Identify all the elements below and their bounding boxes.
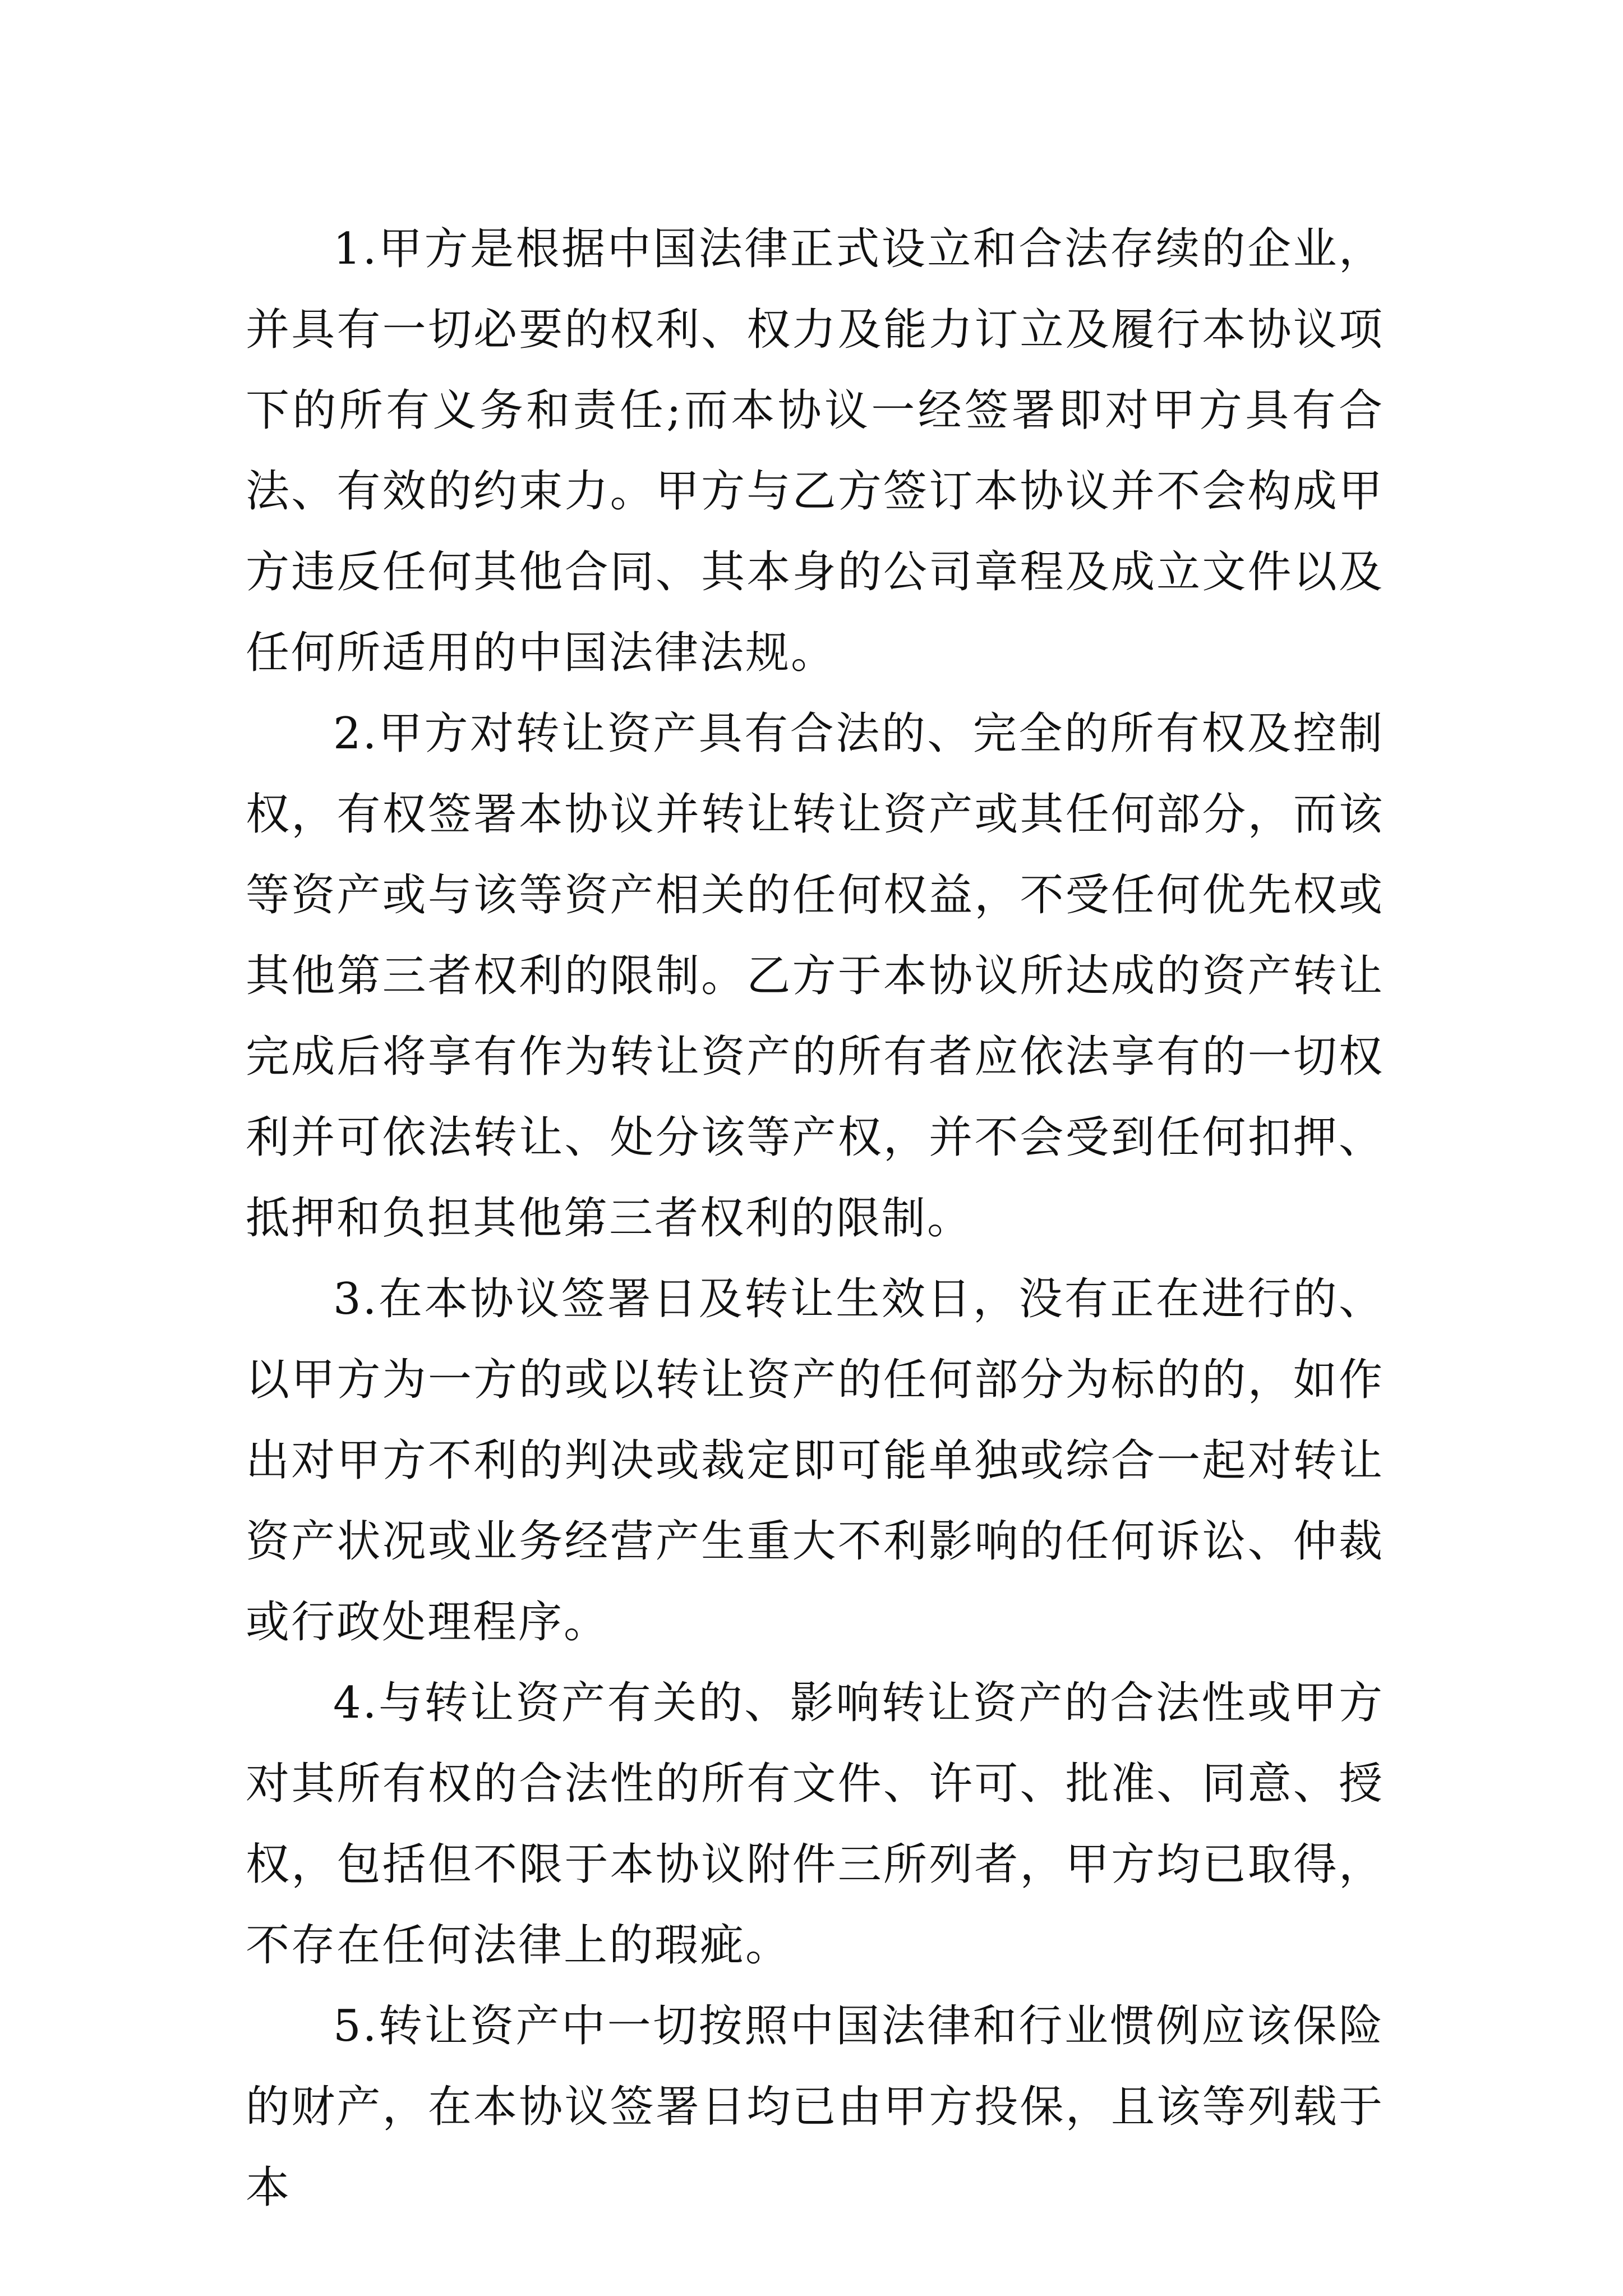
paragraph-5: 5.转让资产中一切按照中国法律和行业惯例应该保险的财产，在本协议签署日均已由甲方投保，且该等列载于本 — [246, 2001, 1384, 2213]
paragraph-1: 1.甲方是根据中国法律正式设立和合法存续的企业，并具有一切必要的权利、权力及能力订立及履行本协议项下的所有义务和责任;而本协议一经签署即对甲方具有合法、有效的约束力。甲方与乙方签订本协议并不会构成甲方违反任何其他合同、其本身的公司章程及成立文件以及任何所适用的中国法律法规。 — [246, 224, 1384, 678]
paragraph-4: 4.与转让资产有关的、影响转让资产的合法性或甲方对其所有权的合法性的所有文件、许可、批准、同意、授权，包括但不限于本协议附件三所列者，甲方均已取得，不存在任何法律上的瑕疵。 — [246, 1678, 1384, 1971]
paragraph-2: 2.甲方对转让资产具有合法的、完全的所有权及控制权，有权签署本协议并转让转让资产或其任何部分，而该等资产或与该等资产相关的任何权益，不受任何优先权或其他第三者权利的限制。乙方于本协议所达成的资产转让完成后将享有作为转让资产的所有者应依法享有的一切权利并可依法转让、处分该等产权，并不会受到任何扣押、抵押和负担其他第三者权利的限制。 — [246, 708, 1384, 1244]
document-body — [246, 209, 1384, 2228]
paragraph-3: 3.在本协议签署日及转让生效日，没有正在进行的、以甲方为一方的或以转让资产的任何部分为标的的，如作出对甲方不利的判决或裁定即可能单独或综合一起对转让资产状况或业务经营产生重大不利影响的任何诉讼、仲裁或行政处理程序。 — [246, 1274, 1384, 1648]
